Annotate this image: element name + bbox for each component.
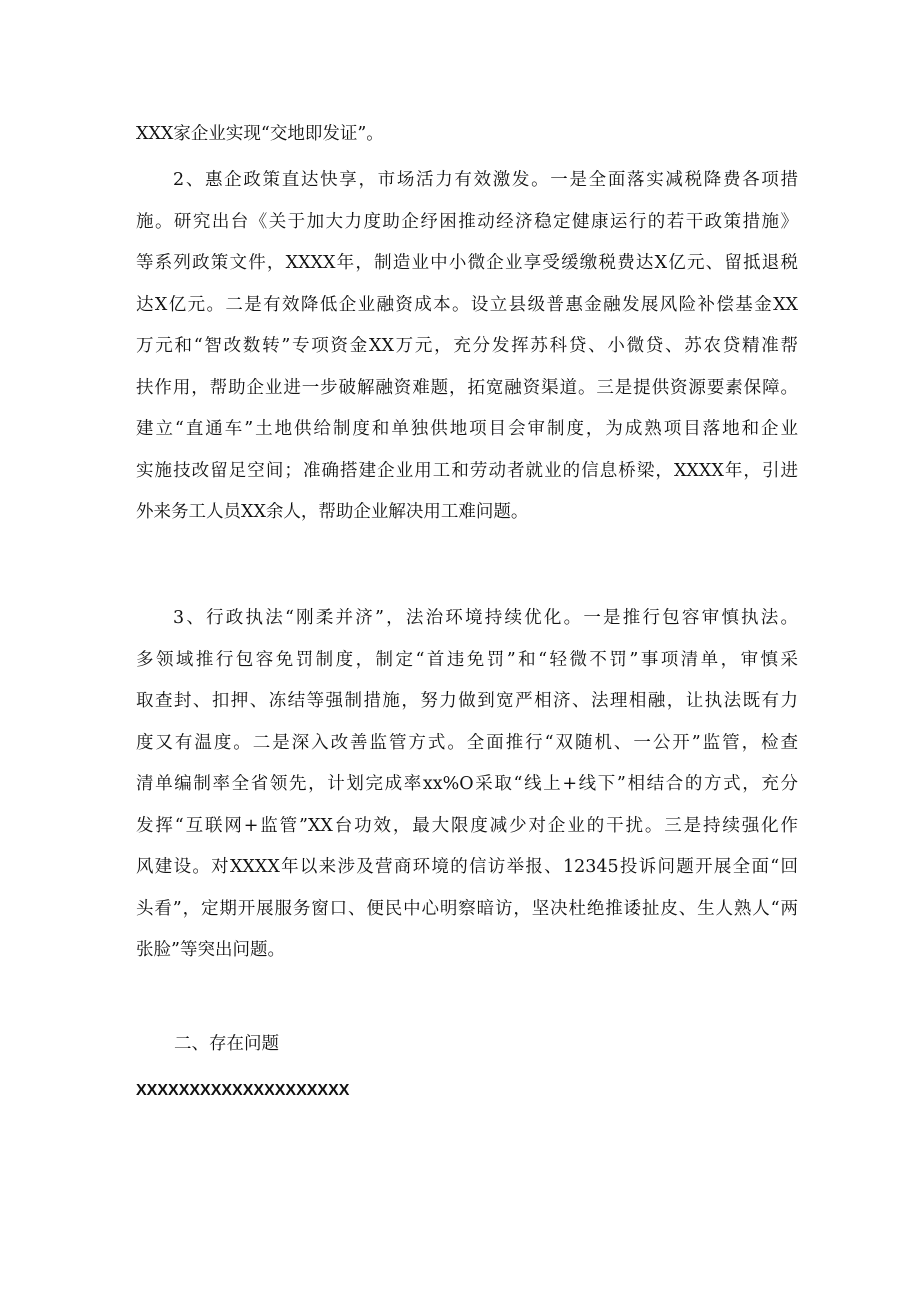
paragraph-line: 风建设。对XXXX年以来涉及营商环境的信访举报、12345投诉问题开展全面“回: [136, 857, 798, 877]
paragraph-line: 施。研究出台《关于加大力度助企纾困推动经济稳定健康运行的若干政策措施》: [136, 211, 798, 232]
paragraph-line: 扶作用，帮助企业进一步破解融资难题，拓宽融资渠道。三是提供资源要素保障。: [136, 377, 798, 398]
paragraph-line: 3、行政执法“刚柔并济”，法治环境持续优化。一是推行包容审慎执法。: [173, 608, 798, 628]
paragraph-2: [136, 160, 798, 534]
paragraph-line: 实施技改留足空间；准确搭建企业用工和劳动者就业的信息桥梁，XXXX年，引进: [136, 460, 798, 481]
paragraph-line: 度又有温度。二是深入改善监管方式。全面推行“双随机、一公开”监管，检查: [136, 732, 798, 753]
paragraph-line: 建立“直通车”土地供给制度和单独供地项目会审制度，为成熟项目落地和企业: [136, 419, 798, 439]
paragraph-line: 达X亿元。二是有效降低企业融资成本。设立县级普惠金融发展风险补偿基金XX: [136, 294, 798, 315]
placeholder-line: XXXXXXXXXXXXXXXXXXXX: [136, 1082, 350, 1099]
paragraph-line: 头看”，定期开展服务窗口、便民中心明察暗访，坚决杜绝推诿扯皮、生人熟人“两: [136, 898, 798, 919]
paragraph-line: 取查封、扣押、冻结等强制措施，努力做到宽严相济、法理相融，让执法既有力: [136, 691, 798, 711]
paragraph-line: 外来务工人员XX余人，帮助企业解决用工难问题。: [136, 502, 529, 522]
paragraph-line: 2、惠企政策直达快享，市场活力有效激发。一是全面落实减税降费各项措: [173, 170, 798, 190]
paragraph-line: 清单编制率全省领先，计划完成率xx%O采取“线上+线下”相结合的方式，充分: [136, 774, 798, 794]
paragraph-line: 张脸”等突出问题。: [136, 940, 285, 960]
section-heading: 二、存在问题: [174, 1034, 279, 1054]
paragraph-line: 万元和“智改数转”专项资金XX万元，充分发挥苏科贷、小微贷、苏农贷精准帮: [136, 336, 798, 356]
paragraph-3: [136, 598, 798, 972]
paragraph-line: 发挥“互联网+监管”XX台功效，最大限度减少对企业的干扰。三是持续强化作: [136, 815, 798, 836]
paragraph-line: XXX家企业实现“交地即发证”。: [136, 124, 384, 144]
paragraph-line: 等系列政策文件，XXXX年，制造业中小微企业享受缓缴税费达X亿元、留抵退税: [136, 253, 798, 273]
paragraph-line: 多领域推行包容免罚制度，制定“首违免罚”和“轻微不罚”事项清单，审慎采: [136, 649, 798, 670]
paragraph-1: [136, 114, 798, 156]
